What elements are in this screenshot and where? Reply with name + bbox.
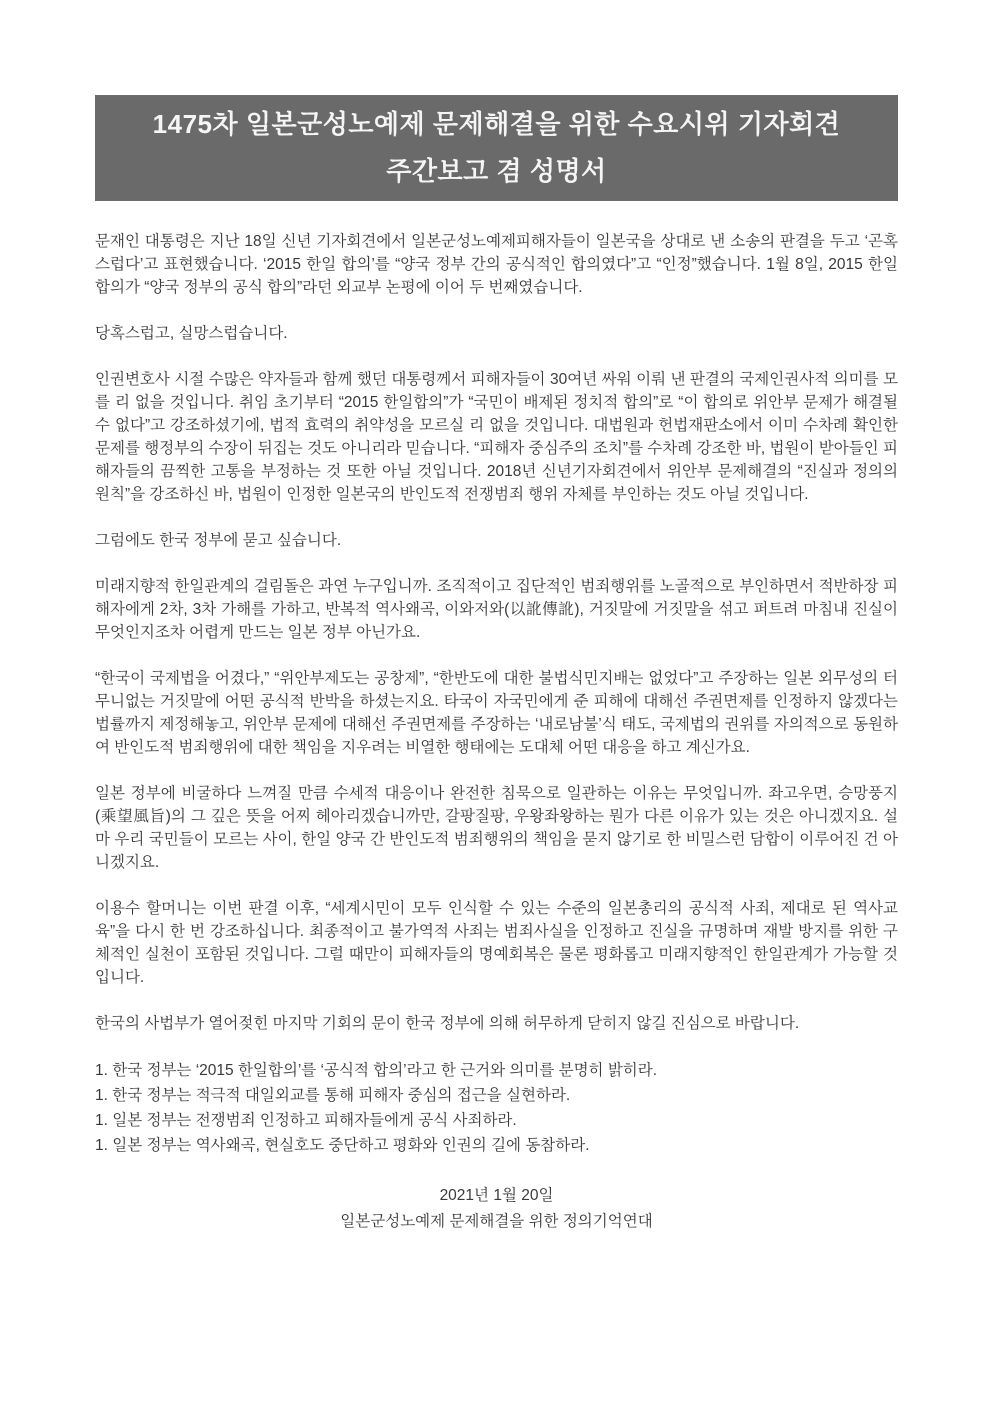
paragraph-human-rights-lawyer: 인권변호사 시절 수많은 약자들과 함께 했던 대통령께서 피해자들이 30여년 싸워 이뤄 낸 판결의 국제인권사적 의미를 모를 리 없을 것입니다. 취임 초기부터 “2015 한일합의”가 “국민이 배제된 정치적 합의”로 “이 합의로 위안부 문제가 해결될 수 없다”고 강조하셨기에, 법적 효력의 취약성을 모르실 리 없을 것입니다. 대법원과 헌법재판소에서 이미 수차례 확인한 문제를 행정부의 수장이 뒤집는 것도 아니리라 믿습니다. “피해자 중심주의 조치”를 수차례 강조한 바, 법원이 받아들인 피해자들의 끔찍한 고통을 부정하는 것 또한 아닐 것입니다. 2018년 신년기자회견에서 위안부 문제해결의 “진실과 정의의 원칙”을 강조하신 바, 법원이 인정한 일본국의 반인도적 전쟁범죄 행위 자체를 부인하는 것도 아닐 것입니다. xyxy=(95,371,898,503)
title-line-1: 1475차 일본군성노예제 문제해결을 위한 수요시위 기자회견 xyxy=(152,109,841,139)
paragraph-lee-yong-soo: 이용수 할머니는 이번 판결 이후, “세계시민이 모두 인식할 수 있는 수준의 일본총리의 공식적 사죄, 제대로 된 역사교육”을 다시 한 번 강조하십니다. 최종적이고 불가역적 사죄는 범죄사실을 인정하고 진실을 규명하며 재발 방지를 위한 구체적인 실천이 포함된 것입니다. 그럴 때만이 피해자들의 명예회복은 물론 평화롭고 미래지향적인 한일관계가 가능할 것입니다. xyxy=(95,900,898,986)
demand-item-4: 1. 일본 정부는 역사왜곡, 현실호도 중단하고 평화와 인권의 길에 동참하라. xyxy=(95,1137,590,1154)
paragraph-disappointment: 당혹스럽고, 실망스럽습니다. xyxy=(95,325,288,342)
paragraph-last-chance: 한국의 사법부가 열어젖힌 마지막 기회의 문이 한국 정부에 의해 허무하게 닫히지 않길 진심으로 바랍니다. xyxy=(95,1015,800,1032)
demand-item-2: 1. 한국 정부는 적극적 대일외교를 통해 피해자 중심의 접근을 실현하라. xyxy=(95,1087,571,1104)
paragraph-president-remarks: 문재인 대통령은 지난 18일 신년 기자회견에서 일본군성노예제피해자들이 일본국을 상대로 낸 소송의 판결을 두고 ‘곤혹스럽다’고 표현했습니다. ‘2015 한일 합의’를 “양국 정부 간의 공식적인 합의였다”고 “인정”했습니다. 1월 8일, 2015 한일합의가 “양국 정부의 공식 합의”라던 외교부 논평에 이어 두 번째였습니다. xyxy=(95,233,898,296)
paragraph-japan-foreign-ministry: “한국이 국제법을 어겼다,” “위안부제도는 공창제”, “한반도에 대한 불법식민지배는 없었다”고 주장하는 일본 외무성의 터무니없는 거짓말에 어떤 공식적 반박을 하셨는지요. 타국이 자국민에게 준 피해에 대해선 주권면제를 인정하지 않겠다는 법률까지 제정해놓고, 위안부 문제에 대해선 주권면제를 주장하는 ‘내로남불’식 태도, 국제법의 권위를 자의적으로 동원하여 반인도적 범죄행위에 대한 책임을 지우려는 비열한 행태에는 도대체 어떤 대응을 하고 계신가요. xyxy=(95,670,898,756)
demand-item-1: 1. 한국 정부는 ‘2015 한일합의’를 ‘공식적 합의’라고 한 근거와 의미를 분명히 밝히라. xyxy=(95,1062,658,1079)
demand-item-3: 1. 일본 정부는 전쟁범죄 인정하고 피해자들에게 공식 사죄하라. xyxy=(95,1112,517,1129)
organization-line: 일본군성노예제 문제해결을 위한 정의기억연대 xyxy=(340,1213,653,1230)
demand-list xyxy=(95,1058,898,1158)
paragraph-question-intro: 그럼에도 한국 정부에 묻고 싶습니다. xyxy=(95,532,342,549)
document-body xyxy=(95,230,898,1158)
title-line-2: 주간보고 겸 성명서 xyxy=(386,156,607,186)
paragraph-passive-response: 일본 정부에 비굴하다 느껴질 만큼 수세적 대응이나 완전한 침묵으로 일관하는 이유는 무엇입니까. 좌고우면, 승망풍지(乘望風旨)의 그 깊은 뜻을 어찌 헤아리겠습니까만, 갈팡질팡, 우왕좌왕하는 뭔가 다른 이유가 있는 것은 아니겠지요. 설마 우리 국민들이 모르는 사이, 한일 양국 간 반인도적 범죄행위의 책임을 묻지 않기로 한 비밀스런 담합이 이루어진 건 아니겠지요. xyxy=(95,785,898,871)
paragraph-future-relations: 미래지향적 한일관계의 걸림돌은 과연 누구입니까. 조직적이고 집단적인 범죄행위를 노골적으로 부인하면서 적반하장 피해자에게 2차, 3차 가해를 가하고, 반복적 역사왜곡, 이와저와(以訛傳訛), 거짓말에 거짓말을 섞고 퍼트려 마침내 진실이 무엇인지조차 어렵게 만드는 일본 정부 아닌가요. xyxy=(95,578,898,641)
document-footer xyxy=(95,1183,898,1235)
date-line: 2021년 1월 20일 xyxy=(439,1187,554,1204)
document-title-banner xyxy=(95,95,898,201)
